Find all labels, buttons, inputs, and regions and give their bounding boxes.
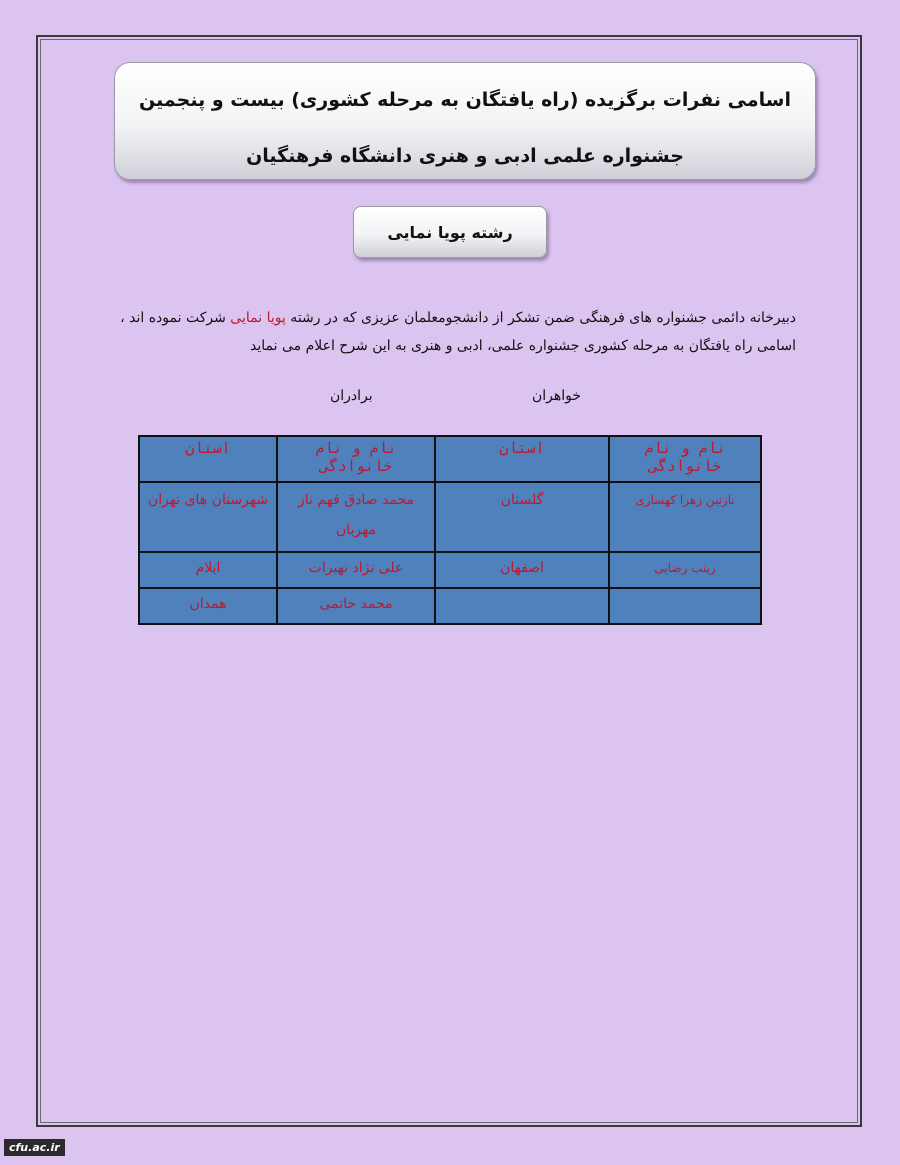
brother-name-cell: محمد حاتمی [277,588,435,624]
intro-highlight: پویا نمایی [230,310,286,326]
intro-line-1 [100,304,796,332]
table-row [139,588,761,624]
title-line-2: جشنواره علمی ادبی و هنری دانشگاه فرهنگیان [246,145,684,167]
brother-province-cell: ایلام [139,552,277,588]
intro-paragraph [100,304,796,360]
header-brother-name: نام و نام خانوادگی [277,436,435,482]
sister-province-cell: گلستان [435,482,609,552]
table-row [139,482,761,552]
header-sister-name: نام و نام خانوادگی [609,436,761,482]
sister-name-cell: زینب رضایی [609,552,761,588]
brother-name-cell: علی نژاد نهیرات [277,552,435,588]
brother-province-cell: شهرستان های تهران [139,482,277,552]
intro-text-2: شرکت نموده اند ، [120,310,231,326]
site-watermark: cfu.ac.ir [4,1139,65,1156]
header-sister-province: استان [435,436,609,482]
sisters-label: خواهران [532,388,582,404]
sister-name-cell: نازنین زهرا کهساری [609,482,761,552]
title-line-1: اسامی نفرات برگزیده (راه یافتگان به مرحله کشوری) بیست و پنجمین [139,89,791,111]
intro-text-1: دبیرخانه دائمی جشنواره های فرهنگی ضمن تشکر از دانشجومعلمان عزیزی که در رشته [285,310,796,326]
table-header-row [139,436,761,482]
header-brother-province: استان [139,436,277,482]
results-table [138,435,762,625]
brothers-label: برادران [330,388,373,404]
brother-province-cell: همدان [139,588,277,624]
category-banner: رشته پویا نمایی [353,206,547,258]
sister-name-cell [609,588,761,624]
sister-province-cell: اصفهان [435,552,609,588]
title-banner [114,62,816,180]
intro-line-2: اسامی راه یافتگان به مرحله کشوری جشنواره علمی، ادبی و هنری به این شرح اعلام می نماید [250,338,796,354]
sister-province-cell [435,588,609,624]
table-row [139,552,761,588]
brother-name-cell: محمد صادق فهم ناز مهربان [277,482,435,552]
